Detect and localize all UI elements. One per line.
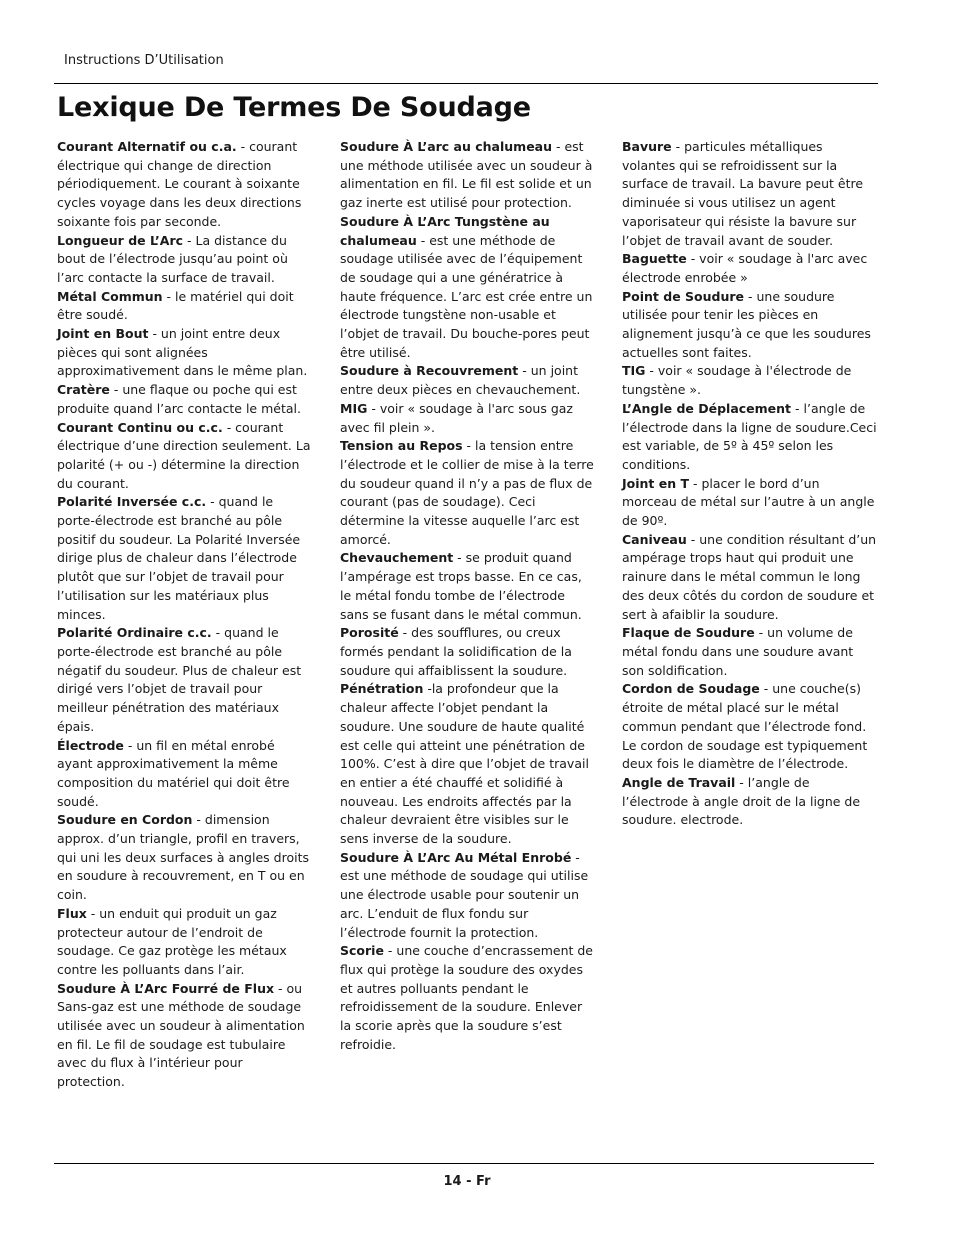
glossary-definition: - se produit quand l’ampérage est trops basse. En ce cas, le métal fondu tombe de l’électrode sans se fusant dans le métal commun. xyxy=(340,550,582,622)
glossary-term: Courant Continu ou c.c. xyxy=(57,419,223,435)
glossary-entry xyxy=(340,549,595,624)
glossary-entry xyxy=(57,624,312,736)
glossary-term: Polarité Ordinaire c.c. xyxy=(57,625,212,641)
glossary-entry xyxy=(622,531,877,625)
glossary-entry xyxy=(57,737,312,812)
glossary-definition: - placer le bord d’un morceau de métal sur l’autre à un angle de 90º. xyxy=(622,475,875,529)
glossary-entry xyxy=(340,400,595,437)
glossary-entry xyxy=(622,680,877,774)
glossary-entry xyxy=(622,475,877,531)
glossary-entry xyxy=(340,362,595,399)
glossary-term: Longueur de L’Arc xyxy=(57,232,184,248)
glossary-entry xyxy=(340,680,595,848)
glossary-entry xyxy=(622,138,877,250)
glossary-entry xyxy=(57,325,312,381)
glossary-entry xyxy=(57,493,312,624)
glossary-entry xyxy=(57,381,312,418)
glossary-definition: - est une méthode de soudage qui utilise une électrode usable pour soutenir un arc. L’enduit de flux fondu sur l’électrode fournit la protection. xyxy=(340,849,589,940)
glossary-definition: - la tension entre l’électrode et le collier de mise à la terre du soudeur quand il n’y a pas de flux de courant (pas de soudage). Ceci détermine la vitesse auquelle l’arc est amorcé. xyxy=(340,438,594,547)
glossary-definition: - quand le porte-électrode est branché au pôle négatif du soudeur. Plus de chaleur est dirigé vers l’objet de travail pour meilleur pénétration des matériaux épais. xyxy=(57,625,302,734)
glossary-definition: - dimension approx. d’un triangle, profil en travers, qui uni les deux surfaces à angles droits en soudure à recouvrement, en T ou en coin. xyxy=(57,812,309,903)
glossary-entry xyxy=(57,232,312,288)
glossary-term: Électrode xyxy=(57,737,124,753)
glossary-entry xyxy=(57,419,312,494)
glossary-term: Flux xyxy=(57,905,87,921)
glossary-entry xyxy=(340,849,595,943)
glossary-term: Métal Commun xyxy=(57,288,163,304)
glossary-definition: - l’angle de l’électrode à angle droit de la ligne de soudure. electrode. xyxy=(622,774,861,828)
glossary-definition: - un joint entre deux pièces qui sont alignées approximativement dans le même plan. xyxy=(57,326,308,379)
glossary-definition: - ou Sans-gaz est une méthode de soudage utilisée avec un soudeur à alimentation en fil. Le fil de soudage est tubulaire avec du flux à l’intérieur pour protection. xyxy=(57,980,305,1090)
glossary-term: Soudure à Recouvrement xyxy=(340,363,519,379)
glossary-term: Soudure en Cordon xyxy=(57,812,193,828)
glossary-term: Scorie xyxy=(340,943,384,959)
glossary-term: Soudure À L’arc au chalumeau xyxy=(340,139,553,154)
glossary-entry xyxy=(340,437,595,549)
glossary-term: Cratère xyxy=(57,382,110,398)
glossary-definition: - est une méthode de soudage utilisée avec de l’équipement de soudage qui a une génératrice à haute fréquence. L’arc est crée entre un électrode tungstène non-usable et l’objet de travail. Du bouche-pores peut être utilisé. xyxy=(340,232,593,360)
glossary-term: Angle de Travail xyxy=(622,774,736,790)
glossary-entry xyxy=(622,288,877,363)
glossary-entry xyxy=(57,288,312,325)
glossary-definition: - quand le porte-électrode est branché au pôle positif du soudeur. La Polarité Inversée dirige plus de chaleur dans l’électrode plutôt que sur l’objet de travail pour l’utilisation sur les matériaux plus minces. xyxy=(57,494,301,622)
header-divider xyxy=(54,83,878,84)
glossary-term: Caniveau xyxy=(622,531,687,547)
glossary-definition: - l’angle de l’électrode dans la ligne de soudure.Ceci est variable, de 5º à 45º selon les conditions. xyxy=(622,400,877,472)
glossary-definition: - courant électrique qui change de direction périodiquement. Le courant à soixante cycles voyage dans les deux directions soixante fois par seconde. xyxy=(57,139,302,229)
glossary-term: Tension au Repos xyxy=(340,438,463,454)
glossary-term: L’Angle de Déplacement xyxy=(622,400,792,416)
glossary-definition: - une couche d’encrassement de flux qui protège la soudure des oxydes et autres polluants pendant le refroidissement de la soudure. Enlever la scorie après que la soudure s’est refroidie. xyxy=(340,943,594,1052)
glossary-term: Courant Alternatif ou c.a. xyxy=(57,139,237,154)
glossary-column-2 xyxy=(340,138,595,1054)
glossary-entry xyxy=(622,624,877,680)
glossary-term: MIG xyxy=(340,400,368,416)
document-header-label: Instructions D’Utilisation xyxy=(64,53,224,68)
glossary-definition: - une soudure utilisée pour tenir les pièces en alignement jusqu’à ce que les soudures actuelles sont faites. xyxy=(622,288,871,360)
glossary-definition: - voir « soudage à l'arc sous gaz avec fil plein ». xyxy=(340,400,573,435)
glossary-entry xyxy=(57,980,312,1092)
glossary-entry xyxy=(622,774,877,830)
glossary-definition: - un fil en métal enrobé ayant approximativement la même composition du matériel qui doit être soudé. xyxy=(57,737,290,809)
glossary-entry xyxy=(622,400,877,475)
glossary-definition: - une flaque ou poche qui est produite quand l’arc contacte le métal. xyxy=(57,382,301,416)
glossary-definition: - un joint entre deux pièces en chevauchement. xyxy=(340,363,581,398)
page-title: Lexique De Termes De Soudage xyxy=(57,92,531,123)
glossary-definition: - courant électrique d’une direction seulement. La polarité (+ ou -) détermine la direction du courant. xyxy=(57,419,311,491)
glossary-term: Pénétration xyxy=(340,681,424,697)
glossary-term: Chevauchement xyxy=(340,550,454,566)
glossary-definition: - une condition résultant d’un ampérage trops haut qui produit une rainure dans le métal commun le long des deux côtés du cordon de soudure et sert à afaiblir la soudure. xyxy=(622,531,877,622)
glossary-definition: -la profondeur que la chaleur affecte l’objet pendant la soudure. Une soudure de haute qualité est celle qui atteint une pénétration de 100%. C’est à dire que l’objet de travail en entier a été chauffé et solidifié à nouveau. Les endroits affectés par la chaleur devraient être visibles sur le sens inverse de la soudure. xyxy=(340,681,589,847)
glossary-definition: - une couche(s) étroite de métal placé sur le métal commun pendant que l’électrode fond. Le cordon de soudage est typiquement deux fois le diamètre de l’électrode. xyxy=(622,681,868,772)
glossary-entry xyxy=(622,362,877,399)
glossary-entry xyxy=(57,905,312,980)
glossary-term: TIG xyxy=(622,363,646,379)
footer-divider xyxy=(54,1163,874,1164)
page-number: 14 - Fr xyxy=(443,1174,491,1189)
glossary-definition: - particules métalliques volantes qui se refroidissent sur la surface de travail. La bavure peut être diminuée si vous utilisez un agent vaporisateur qui résiste la bavure sur l’objet de travail avant de souder. xyxy=(622,139,864,248)
glossary-entry xyxy=(340,213,595,363)
glossary-definition: - La distance du bout de l’électrode jusqu’au point où l’arc contacte la surface de travail. xyxy=(57,232,288,285)
glossary-term: Flaque de Soudure xyxy=(622,625,755,641)
glossary-entry xyxy=(57,138,312,232)
glossary-definition: - voir « soudage à l'électrode de tungstène ». xyxy=(622,363,852,398)
glossary-term: Cordon de Soudage xyxy=(622,681,760,697)
glossary-term: Bavure xyxy=(622,139,672,154)
glossary-definition: - des soufflures, ou creux formés pendant la solidification de la soudure qui affaiblissent la soudure. xyxy=(340,625,572,678)
glossary-term: Joint en Bout xyxy=(57,326,149,342)
glossary-term: Soudure À L’Arc Fourré de Flux xyxy=(57,980,275,996)
glossary-entry xyxy=(340,624,595,680)
glossary-term: Point de Soudure xyxy=(622,288,745,304)
glossary-definition: - voir « soudage à l'arc avec électrode enrobée » xyxy=(622,251,868,285)
glossary-entry xyxy=(340,138,595,213)
glossary-term: Soudure À L’Arc Au Métal Enrobé xyxy=(340,849,572,865)
glossary-definition: - un volume de métal fondu dans une soudure avant son soldification. xyxy=(622,625,854,678)
glossary-column-3 xyxy=(622,138,877,830)
glossary-entry xyxy=(340,942,595,1054)
glossary-term: Porosité xyxy=(340,625,399,641)
glossary-definition: - un enduit qui produit un gaz protecteur autour de l’endroit de soudage. Ce gaz protège les métaux contre les polluants dans l’air. xyxy=(57,905,287,977)
glossary-term: Joint en T xyxy=(622,475,690,491)
glossary-column-1 xyxy=(57,138,312,1092)
glossary-term: Baguette xyxy=(622,251,687,267)
glossary-definition: - est une méthode utilisée avec un soudeur à alimentation en fil. Le fil est solide et un gaz inerte est utilisé pour protection. xyxy=(340,139,593,211)
glossary-term: Soudure À L’Arc Tungstène au chalumeau xyxy=(340,213,550,248)
glossary-entry xyxy=(622,250,877,287)
glossary-entry xyxy=(57,811,312,905)
glossary-term: Polarité Inversée c.c. xyxy=(57,494,207,510)
glossary-definition: - le matériel qui doit être soudé. xyxy=(57,288,294,323)
